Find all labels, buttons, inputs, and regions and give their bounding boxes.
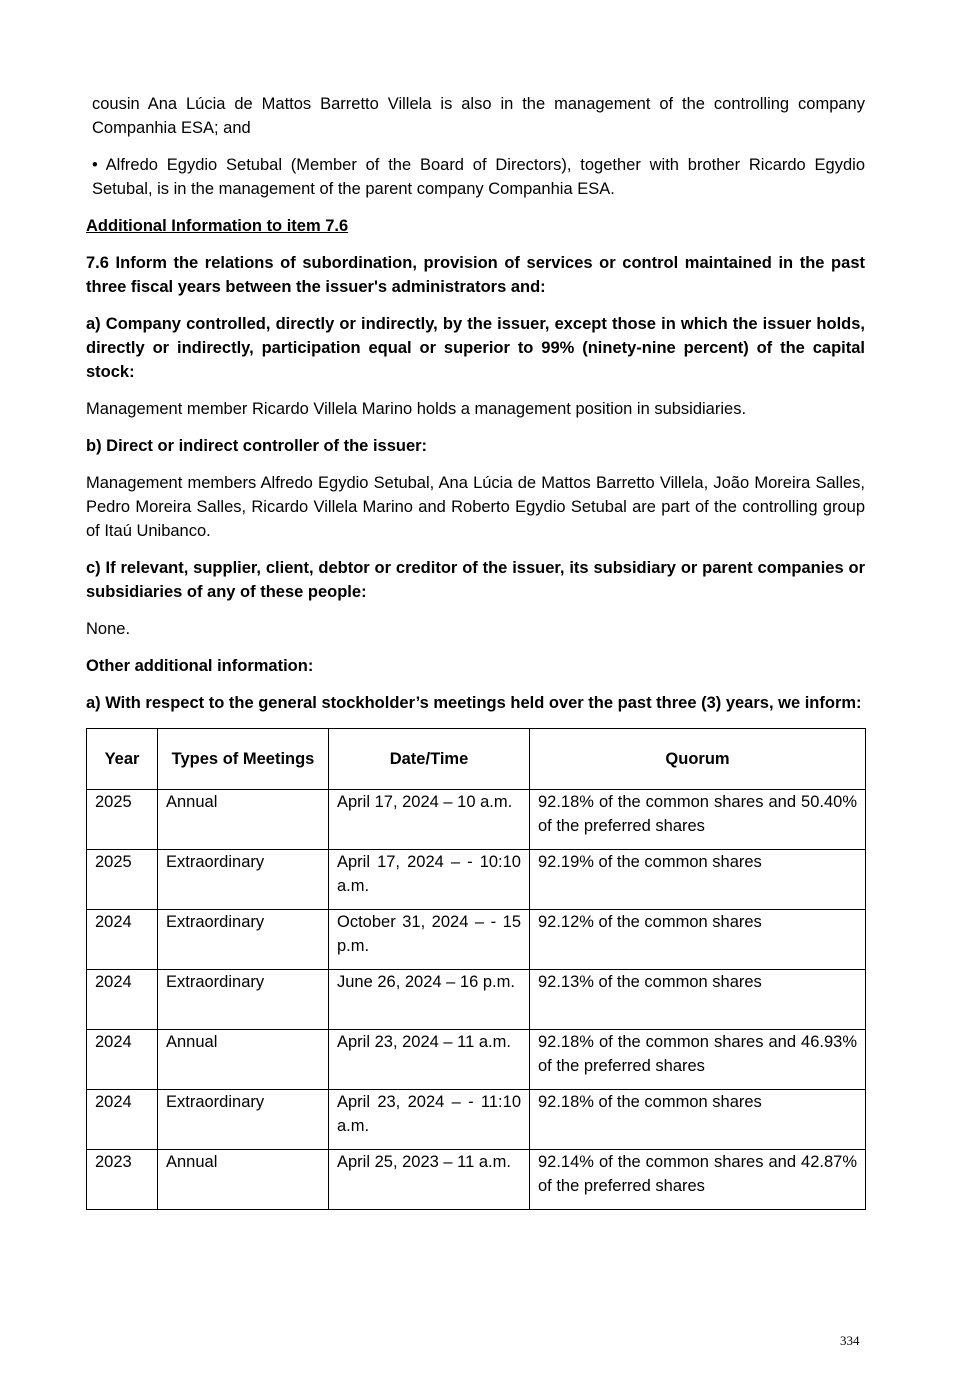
answer-c: None. (86, 620, 131, 638)
answer-a: Management member Ricardo Villela Marino holds a management position in subsidiaries. (86, 400, 747, 418)
cell-year: 2023 (87, 1150, 158, 1210)
cell-year: 2025 (87, 790, 158, 850)
cell-year: 2024 (87, 970, 158, 1030)
cell-quorum: 92.12% of the common shares (530, 910, 866, 970)
question-7-6: 7.6 Inform the relations of subordination, provision of services or control maintained in the past three fiscal years between the issuer's administrators and: (86, 254, 865, 296)
cell-year: 2024 (87, 1030, 158, 1090)
cell-quorum: 92.19% of the common shares (530, 850, 866, 910)
cell-date: April 17, 2024 – 10 a.m. (329, 790, 530, 850)
cell-type: Extraordinary (158, 910, 329, 970)
cell-type: Annual (158, 790, 329, 850)
cell-type: Extraordinary (158, 1090, 329, 1150)
table-row (87, 970, 866, 1030)
document-page (86, 92, 865, 1210)
cell-date: April 25, 2023 – 11 a.m. (329, 1150, 530, 1210)
intro-paragraph-1: cousin Ana Lúcia de Mattos Barretto Villela is also in the management of the controlling company Companhia ESA; and (92, 95, 865, 137)
cell-type: Annual (158, 1150, 329, 1210)
cell-date: April 17, 2024 – - 10:10 a.m. (329, 850, 530, 910)
meetings-intro: a) With respect to the general stockholder’s meetings held over the past three (3) years, we inform: (86, 694, 862, 712)
table-row (87, 1030, 866, 1090)
table-row (87, 1150, 866, 1210)
cell-year: 2025 (87, 850, 158, 910)
table-row (87, 910, 866, 970)
question-b: b) Direct or indirect controller of the issuer: (86, 437, 428, 455)
table-row (87, 790, 866, 850)
cell-quorum: 92.14% of the common shares and 42.87% of the preferred shares (530, 1150, 866, 1210)
meetings-table (86, 728, 866, 1210)
section-heading: Additional Information to item 7.6 (86, 217, 349, 235)
page-number: 334 (840, 1333, 860, 1348)
table-header-row (87, 729, 866, 790)
question-a: a) Company controlled, directly or indirectly, by the issuer, except those in which the issuer holds, directly or indirectly, participation equal or superior to 99% (ninety-nine percent) of the capital stock: (86, 315, 865, 381)
cell-quorum: 92.18% of the common shares and 46.93% of the preferred shares (530, 1030, 866, 1090)
table-row (87, 850, 866, 910)
cell-date: June 26, 2024 – 16 p.m. (329, 970, 530, 1030)
table-row (87, 1090, 866, 1150)
header-quorum: Quorum (530, 729, 866, 790)
header-types-of-meetings: Types of Meetings (158, 729, 329, 790)
cell-type: Extraordinary (158, 970, 329, 1030)
intro-paragraph-2: • Alfredo Egydio Setubal (Member of the Board of Directors), together with brother Ricardo Egydio Setubal, is in the management of the parent company Companhia ESA. (92, 156, 865, 198)
answer-b: Management members Alfredo Egydio Setubal, Ana Lúcia de Mattos Barretto Villela, João Moreira Salles, Pedro Moreira Salles, Ricardo Villela Marino and Roberto Egydio Setubal are part of the controlling group of Itaú Unibanco. (86, 474, 865, 540)
cell-date: April 23, 2024 – - 11:10 a.m. (329, 1090, 530, 1150)
cell-quorum: 92.18% of the common shares and 50.40% of the preferred shares (530, 790, 866, 850)
cell-quorum: 92.13% of the common shares (530, 970, 866, 1030)
cell-year: 2024 (87, 910, 158, 970)
other-info-heading: Other additional information: (86, 657, 314, 675)
header-date-time: Date/Time (329, 729, 530, 790)
cell-type: Annual (158, 1030, 329, 1090)
question-c: c) If relevant, supplier, client, debtor or creditor of the issuer, its subsidiary or parent companies or subsidiaries of any of these people: (86, 559, 865, 601)
cell-date: October 31, 2024 – - 15 p.m. (329, 910, 530, 970)
header-year: Year (87, 729, 158, 790)
cell-date: April 23, 2024 – 11 a.m. (329, 1030, 530, 1090)
cell-type: Extraordinary (158, 850, 329, 910)
cell-year: 2024 (87, 1090, 158, 1150)
cell-quorum: 92.18% of the common shares (530, 1090, 866, 1150)
